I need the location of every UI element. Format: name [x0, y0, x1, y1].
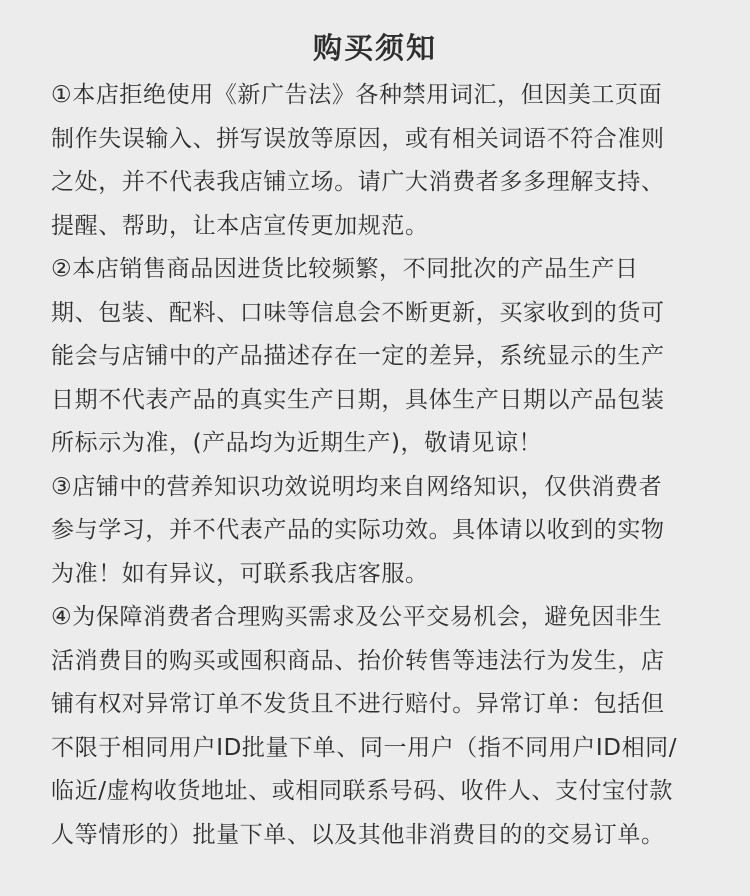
notice-line: 制作失误输入、拼写误放等原因，或有相关词语不符合准则 — [51, 125, 665, 152]
notice-body — [51, 74, 711, 857]
notice-line: 提醒、帮助，让本店宣传更加规范。 — [51, 212, 429, 239]
notice-line: 人等情形的）批量下单、以及其他非消费目的的交易订单。 — [51, 821, 665, 848]
notice-line: ②本店销售商品因进货比较频繁，不同批次的产品生产日 — [51, 256, 639, 282]
notice-line: 能会与店铺中的产品描述存在一定的差异，系统显示的生产 — [51, 343, 665, 369]
notice-line: ④为保障消费者合理购买需求及公平交易机会，避免因非生 — [51, 604, 663, 630]
notice-title: 购买须知 — [312, 31, 437, 65]
notice-line: 之处，并不代表我店铺立场。请广大消费者多多理解支持、 — [51, 169, 665, 195]
notice-line: 所标示为准，(产品均为近期生产)，敬请见谅！ — [51, 430, 543, 456]
notice-line: 期、包装、配料、口味等信息会不断更新，买家收到的货可 — [51, 299, 665, 326]
notice-line: 参与学习，并不代表产品的实际功效。具体请以收到的实物 — [51, 517, 665, 543]
notice-line: ①本店拒绝使用《新广告法》各种禁用词汇，但因美工页面 — [51, 82, 663, 108]
notice-line: 铺有权对异常订单不发货且不进行赔付。异常订单：包括但 — [51, 691, 665, 717]
notice-line: 不限于相同用户ID批量下单、同一用户（指不同用户ID相同/ — [51, 734, 678, 761]
notice-line: 为准！如有异议，可联系我店客服。 — [51, 560, 429, 587]
notice-line: ③店铺中的营养知识功效说明均来自网络知识，仅供消费者 — [51, 473, 663, 500]
notice-line: 活消费目的购买或囤积商品、抬价转售等违法行为发生，店 — [51, 647, 665, 674]
notice-line: 日期不代表产品的真实生产日期，具体生产日期以产品包装 — [51, 386, 665, 413]
notice-line: 临近/虚构收货地址、或相同联系号码、收件人、支付宝付款 — [51, 778, 673, 804]
